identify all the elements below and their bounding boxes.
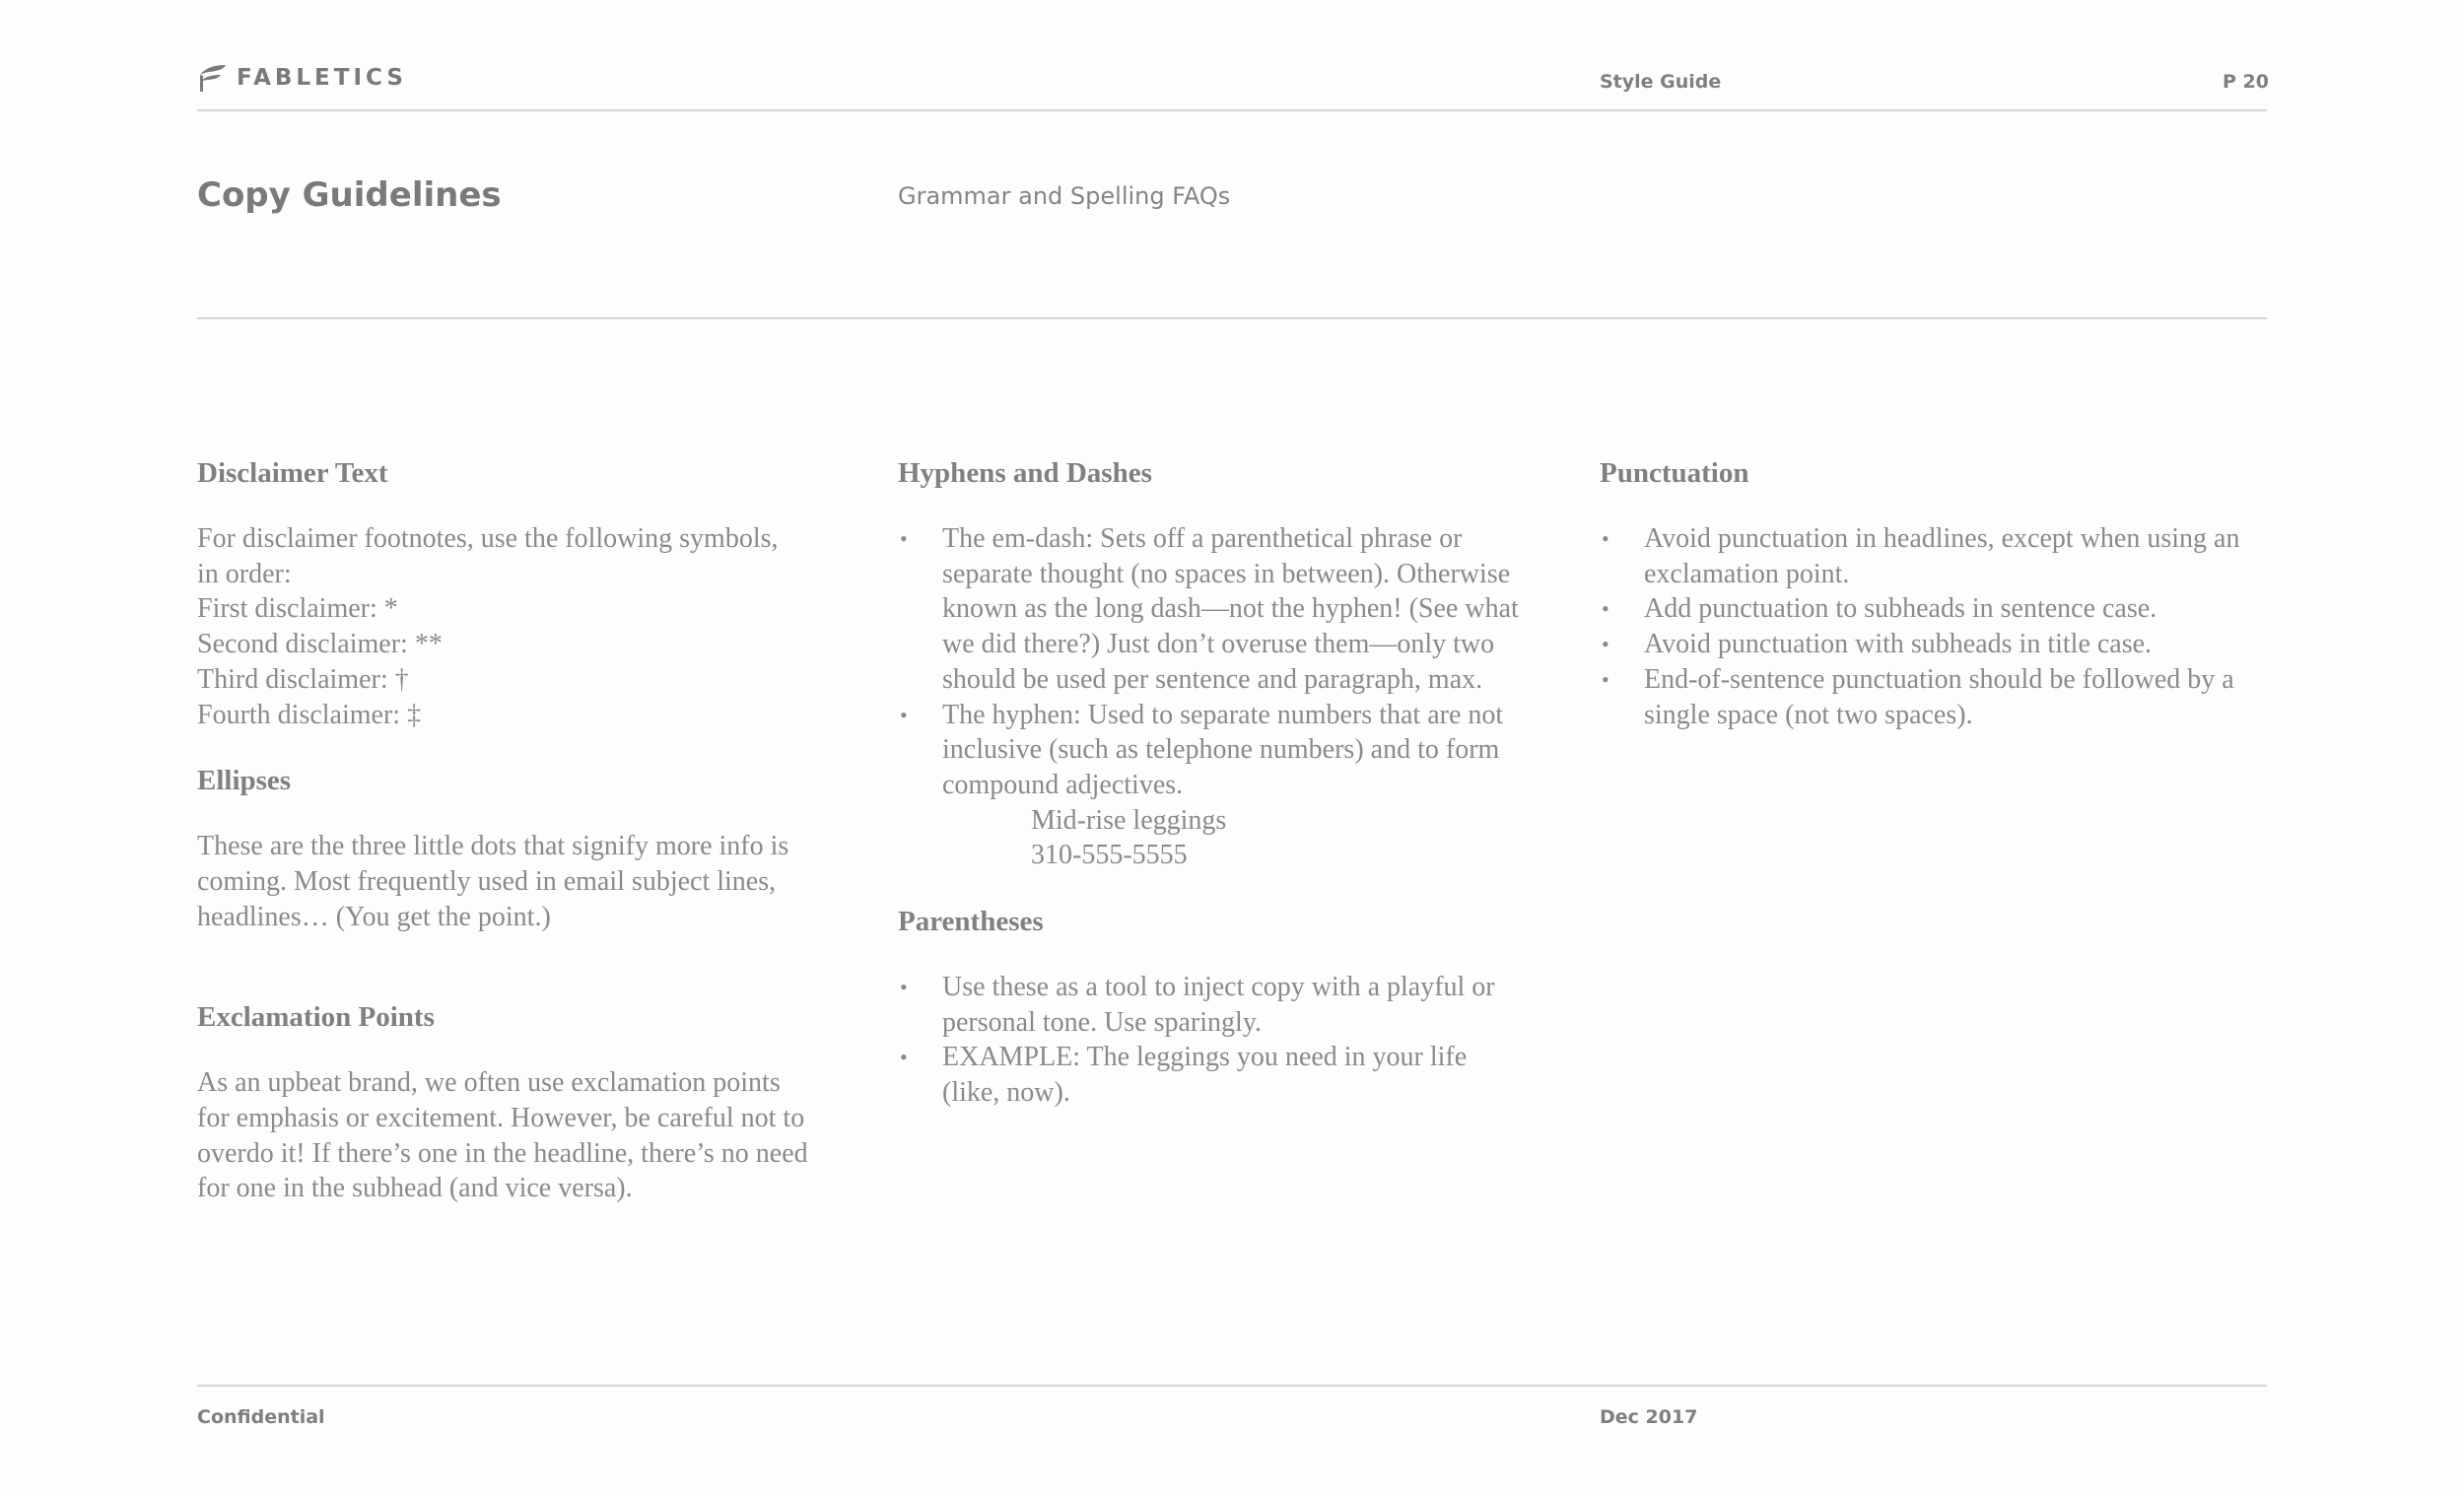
ellipses-text	[197, 829, 838, 934]
hyphens-section	[898, 451, 1548, 873]
parentheses-section	[898, 900, 1548, 1111]
header-section-label: Style Guide	[1600, 71, 1722, 93]
ellipses-heading: Ellipses	[197, 765, 292, 797]
text-line: for one in the subhead (and vice versa).	[197, 1173, 633, 1204]
text-line: Third disclaimer: †	[197, 663, 409, 695]
hyphens-heading: Hyphens and Dashes	[898, 457, 1152, 489]
page-subtitle: Grammar and Spelling FAQs	[898, 182, 1231, 210]
ellipses-section	[197, 759, 838, 934]
text-line: we did there?) Just don’t overuse them—only two	[942, 629, 1495, 660]
text-line: For disclaimer footnotes, use the following symbols,	[197, 523, 779, 554]
exclamation-heading: Exclamation Points	[197, 1001, 435, 1034]
text-line: End-of-sentence punctuation should be followed by a	[1644, 663, 2234, 695]
page-title: Copy Guidelines	[197, 175, 502, 215]
text-line: The em-dash: Sets off a parenthetical phrase or	[942, 523, 1463, 554]
disclaimer-section	[197, 451, 838, 732]
list-item	[898, 1040, 1548, 1110]
column-middle	[898, 451, 1548, 1111]
example-phone: 310-555-5555	[1031, 840, 1188, 871]
text-line: inclusive (such as telephone numbers) and to form	[942, 734, 1500, 766]
text-line: for emphasis or excitement. However, be careful not to	[197, 1103, 805, 1134]
text-line: coming. Most frequently used in email subject lines,	[197, 865, 777, 897]
text-line: overdo it! If there’s one in the headline, there’s no need	[197, 1137, 808, 1169]
text-line: Avoid punctuation with subheads in title case.	[1644, 629, 2153, 660]
list-item	[898, 521, 1548, 698]
text-line: separate thought (no spaces in between). Otherwise	[942, 558, 1511, 589]
text-line: First disclaimer: *	[197, 593, 398, 625]
text-line: known as the long dash—not the hyphen! (See what	[942, 593, 1519, 625]
page-number: P 20	[2223, 71, 2269, 93]
text-line: single space (not two spaces).	[1644, 699, 1973, 730]
list-item	[1600, 591, 2270, 627]
text-line: Add punctuation to subheads in sentence case.	[1644, 593, 2157, 625]
list-item	[898, 698, 1548, 803]
text-line: in order:	[197, 558, 292, 589]
text-line: Use these as a tool to inject copy with a playful or	[942, 972, 1495, 1003]
column-right	[1600, 451, 2270, 732]
fabletics-leaf-icon	[197, 63, 227, 93]
text-line: Fourth disclaimer: ‡	[197, 699, 422, 730]
text-line: (like, now).	[942, 1077, 1070, 1109]
text-line: headlines… (You get the point.)	[197, 901, 551, 932]
list-item	[1600, 521, 2270, 591]
list-item	[1600, 627, 2270, 662]
text-line: Second disclaimer: **	[197, 629, 443, 660]
footer-divider	[197, 1385, 2267, 1387]
text-line: should be used per sentence and paragraph, max.	[942, 663, 1483, 695]
column-left	[197, 451, 838, 1206]
confidential-label: Confidential	[197, 1406, 325, 1428]
exclamation-text	[197, 1065, 838, 1206]
text-line: EXAMPLE: The leggings you need in your life	[942, 1042, 1468, 1073]
title-divider	[197, 317, 2267, 319]
text-line: Avoid punctuation in headlines, except when using an	[1644, 523, 2240, 554]
parentheses-heading: Parentheses	[898, 906, 1044, 938]
disclaimer-text	[197, 521, 838, 732]
text-line: compound adjectives.	[942, 769, 1184, 800]
text-line: As an upbeat brand, we often use exclamation points	[197, 1067, 781, 1099]
punctuation-list	[1600, 521, 2270, 732]
punctuation-heading: Punctuation	[1600, 457, 1749, 489]
parentheses-list	[898, 970, 1548, 1111]
text-line: The hyphen: Used to separate numbers that are not	[942, 699, 1504, 730]
list-item	[898, 970, 1548, 1040]
exclamation-section	[197, 995, 838, 1206]
text-line: These are the three little dots that signify more info is	[197, 831, 789, 862]
punctuation-section	[1600, 451, 2270, 732]
text-line: exclamation point.	[1644, 558, 1850, 589]
example-mid-rise: Mid-rise leggings	[1031, 804, 1227, 836]
list-item	[1600, 662, 2270, 732]
header-divider	[197, 109, 2267, 111]
hyphens-list	[898, 521, 1548, 803]
brand-logo	[197, 61, 407, 95]
brand-name: FABLETICS	[237, 65, 407, 91]
text-line: personal tone. Use sparingly.	[942, 1006, 1262, 1038]
footer-date: Dec 2017	[1600, 1406, 1698, 1428]
disclaimer-heading: Disclaimer Text	[197, 457, 388, 489]
